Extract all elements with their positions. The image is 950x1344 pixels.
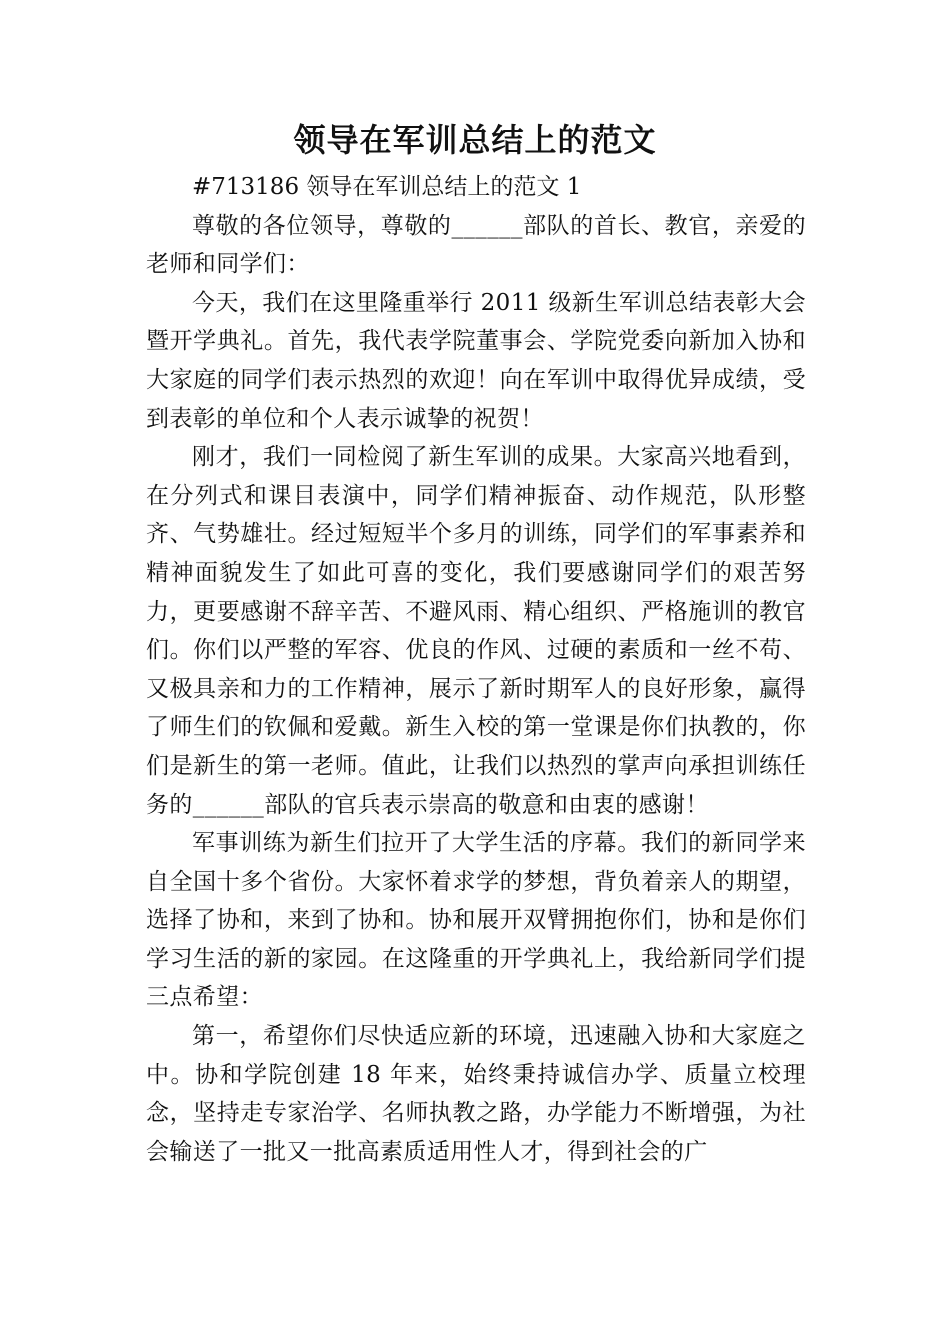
document-body — [146, 168, 806, 1171]
document-title: 领导在军训总结上的范文 — [293, 121, 657, 159]
body-paragraph: 刚才，我们一同检阅了新生军训的成果。大家高兴地看到，在分列式和课目表演中，同学们精神振奋、动作规范，队形整齐、气势雄壮。经过短短半个多月的训练，同学们的军事素养和精神面貌发生了如此可喜的变化，我们要感谢同学们的艰苦努力，更要感谢不辞辛苦、不避风雨、精心组织、严格施训的教官们。你们以严整的军容、优良的作风、过硬的素质和一丝不苟、又极具亲和力的工作精神，展示了新时期军人的良好形象，赢得了师生们的钦佩和爱戴。新生入校的第一堂课是你们执教的，你们是新生的第一老师。值此，让我们以热烈的掌声向承担训练任务的______部队的官兵表示崇高的敬意和由衷的感谢！ — [146, 444, 806, 818]
body-paragraph: 今天，我们在这里隆重举行 2011 级新生军训总结表彰大会暨开学典礼。首先，我代表学院董事会、学院党委向新加入协和大家庭的同学们表示热烈的欢迎！向在军训中取得优异成绩，受到表彰的单位和个人表示诚挚的祝贺！ — [146, 289, 806, 432]
body-paragraph: 军事训练为新生们拉开了大学生活的序幕。我们的新同学来自全国十多个省份。大家怀着求学的梦想，背负着亲人的期望，选择了协和，来到了协和。协和展开双臂拥抱你们，协和是你们学习生活的新的家园。在这隆重的开学典礼上，我给新同学们提三点希望： — [146, 830, 806, 1011]
greeting-paragraph: 尊敬的各位领导，尊敬的______部队的首长、教官，亲爱的老师和同学们： — [146, 212, 806, 278]
body-paragraph: 第一，希望你们尽快适应新的环境，迅速融入协和大家庭之中。协和学院创建 18 年来，始终秉持诚信办学、质量立校理念，坚持走专家治学、名师执教之路，办学能力不断增强，为社会输送了一批又一批高素质适用性人才，得到社会的广 — [146, 1023, 806, 1165]
document-subtitle: #713186 领导在军训总结上的范文 1 — [192, 174, 582, 200]
